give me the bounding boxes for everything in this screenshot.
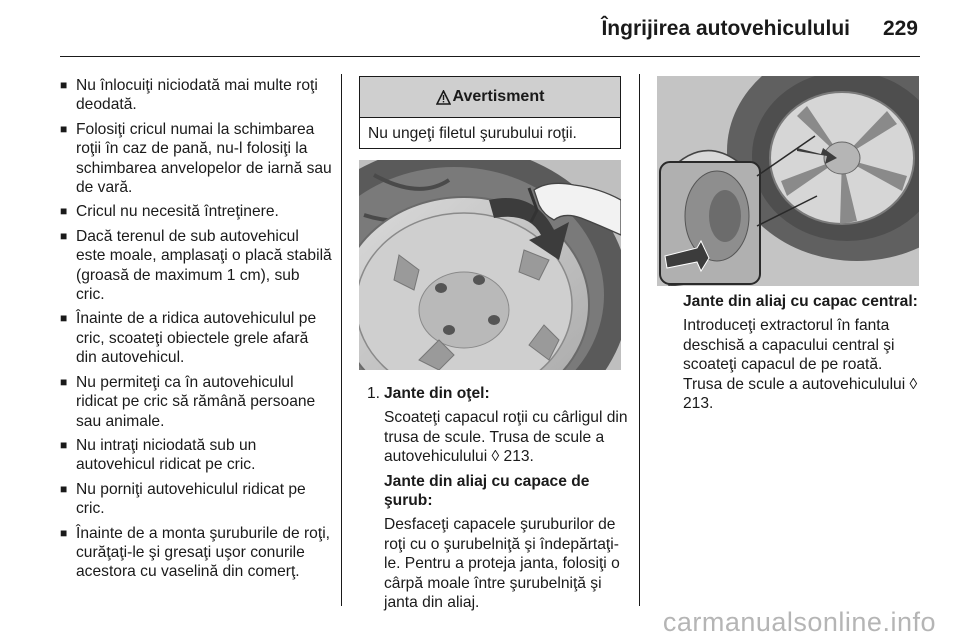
bullet-square-icon: ■ xyxy=(60,374,68,389)
warning-box xyxy=(359,76,621,149)
step-item xyxy=(367,384,629,617)
column-divider-2 xyxy=(639,74,640,606)
bullet-square-icon: ■ xyxy=(60,525,68,540)
safety-bullet-list xyxy=(60,76,332,587)
watermark: carmanualsonline.info xyxy=(662,607,936,637)
bullet-square-icon: ■ xyxy=(60,78,68,92)
header-rule xyxy=(60,56,920,57)
list-item: ■ Nu înlocuiţi niciodată mai multe roţi deodată. xyxy=(60,77,318,114)
warning-header xyxy=(360,77,620,118)
bullet-square-icon: ■ xyxy=(60,437,68,452)
bullet-square-icon: ■ xyxy=(60,311,68,326)
page-number: 229 xyxy=(882,17,918,40)
bullet-square-icon: ■ xyxy=(60,228,68,243)
steel-text: Scoateţi capacul roţii cu cârligul din trusa de scule. Trusa de scule a autovehiculului ◊ 213. xyxy=(384,409,628,466)
alloy-bolt-heading: Jante din aliaj cu capace de şurub: xyxy=(384,472,590,510)
bullet-square-icon: ■ xyxy=(60,204,68,219)
step-number: 1. xyxy=(367,385,381,402)
steel-and-alloy-instructions xyxy=(367,384,629,617)
warning-text: Nu ungeţi filetul şurubului roţii. xyxy=(368,125,577,142)
list-item: ■ Dacă terenul de sub autovehicul este moale, amplasaţi o placă stabilă (groasă de maximum 1 cm), sub cric. xyxy=(60,227,332,304)
header-title: Îngrijirea autovehiculului xyxy=(601,17,850,40)
alloy-center-heading: Jante din aliaj cu capac central: xyxy=(683,293,918,310)
list-item: ■ Înainte de a ridica autovehiculul pe cric, scoateţi obiectele grele afară din autovehicul. xyxy=(60,310,317,367)
list-item: ■ Nu intraţi niciodată sub un autovehicul ridicat pe cric. xyxy=(60,436,257,474)
alloy-bolt-text: Desfaceţi capacele şuruburilor de roţi cu o şurubelniţă şi îndepărtaţi-le. Pentru a proteja janta, folosiţi o cârpă moale între şurubelniţă şi janta din aliaj. xyxy=(384,516,620,612)
list-item: ■ Nu porniţi autovehiculul ridicat pe cric. xyxy=(60,480,306,518)
bullet-square-icon: ■ xyxy=(60,481,68,496)
list-item: ■ Nu permiteţi ca în autovehiculul ridicat pe cric să rămână persoane sau animale. xyxy=(60,373,316,430)
alloy-center-text: Introduceţi extractorul în fanta deschisă a capacului central şi scoateţi capacul de pe roată. Trusa de scule a autovehiculului ◊ 213. xyxy=(683,317,918,413)
warning-triangle-icon xyxy=(436,90,451,105)
list-item: ■ Cricul nu necesită întreţinere. xyxy=(60,203,279,221)
alloy-center-cap-illustration xyxy=(657,76,919,286)
steel-wheel-cover-illustration xyxy=(359,160,621,370)
column-divider-1 xyxy=(341,74,342,606)
alloy-center-instructions xyxy=(683,292,923,418)
steel-heading: Jante din oţel: xyxy=(384,385,490,402)
warning-title: Avertisment xyxy=(452,88,545,105)
bullet-square-icon: ■ xyxy=(60,121,68,136)
list-item: ■ Folosiţi cricul numai la schimbarea roţii în caz de pană, nu-l folosiţi la schimbarea anvelopelor de iarnă sau de vară. xyxy=(60,120,332,197)
list-item: ■ Înainte de a monta şuruburile de roţi, curăţaţi-le şi gresaţi uşor conurile acestora cu vaselină din comerţ. xyxy=(60,524,330,581)
